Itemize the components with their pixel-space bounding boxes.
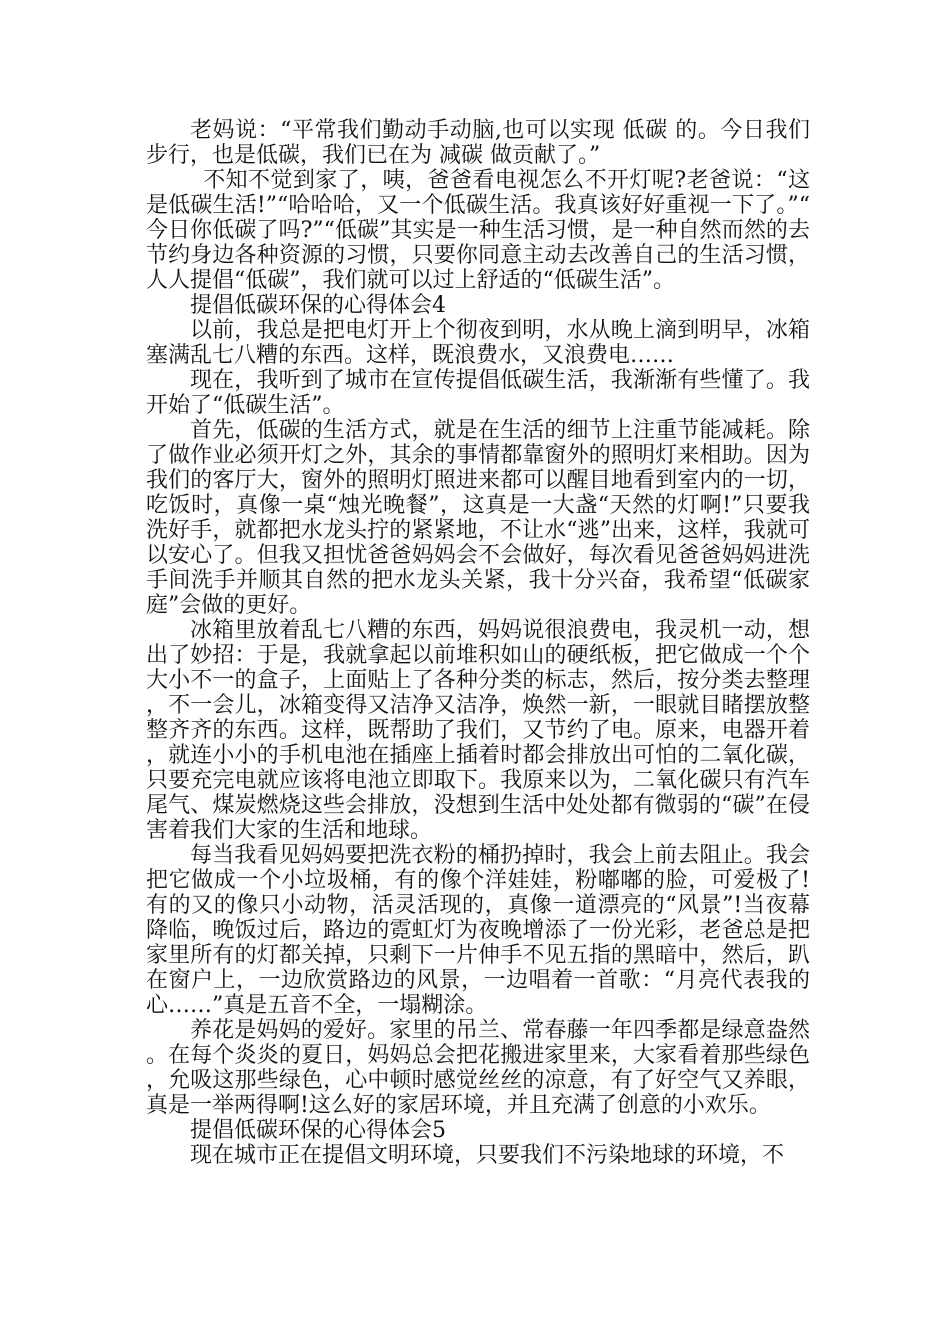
paragraph-dad-tv: 不知不觉到家了，咦，爸爸看电视怎么不开灯呢?老爸说：“这是低碳生活!”“哈哈哈，又一个低碳生活。我真该好好重视一下了。”“今日你低碳了吗?”“低碳”其实是一种生活习惯，是一种自然而然的去节约身边各种资源的习惯，只要你同意主动去改善自己的生活习惯，人人提倡“低碳”，我们就可以过上舒适的“低碳生活”。 bbox=[146, 168, 810, 293]
paragraph-before: 以前，我总是把电灯开上个彻夜到明，水从晚上滴到明早，冰箱塞满乱七八糟的东西。这样，既浪费水，又浪费电…… bbox=[146, 318, 810, 368]
paragraph-civilized-environment: 现在城市正在提倡文明环境，只要我们不污染地球的环境，不 bbox=[190, 1143, 785, 1168]
paragraph-now: 现在，我听到了城市在宣传提倡低碳生活，我渐渐有些懂了。我开始了“低碳生活”。 bbox=[146, 368, 810, 418]
paragraph-fridge: 冰箱里放着乱七八糟的东西，妈妈说很浪费电，我灵机一动，想出了妙招：于是，我就拿起以前堆积如山的硬纸板，把它做成一个个大小不一的盒子，上面贴上了各种分类的标志，然后，按分类去整理，不一会儿，冰箱变得又洁净又洁净，焕然一新，一眼就目睹摆放整整齐齐的东西。这样，既帮助了我们，又节约了电。原来，电器开着，就连小小的手机电池在插座上插着时都会排放出可怕的二氧化碳，只要充完电就应该将电池立即取下。我原来以为，二氧化碳只有汽车尾气、煤炭燃烧这些会排放，没想到生活中处处都有微弱的“碳”在侵害着我们大家的生活和地球。 bbox=[146, 618, 810, 843]
section-heading-4: 提倡低碳环保的心得体会4 bbox=[190, 293, 446, 318]
paragraph-detergent-bucket: 每当我看见妈妈要把洗衣粉的桶扔掉时，我会上前去阻止。我会把它做成一个小垃圾桶，有的像个洋娃娃，粉嘟嘟的脸，可爱极了!有的又的像只小动物，活灵活现的，真像一道漂亮的“风景”!当夜幕降临，晚饭过后，路边的霓虹灯为夜晚增添了一份光彩，老爸总是把家里所有的灯都关掉，只剩下一片伸手不见五指的黑暗中，然后，趴在窗户上，一边欣赏路边的风景，一边唱着一首歌：“月亮代表我的心……”真是五音不全，一塌糊涂。 bbox=[146, 843, 810, 1018]
paragraph-mom-low-carbon: 老妈说：“平常我们勤动手动脑,也可以实现 低碳 的。今日我们步行，也是低碳，我们已在为 减碳 做贡献了。” bbox=[146, 118, 810, 168]
paragraph-flowers: 养花是妈妈的爱好。家里的吊兰、常春藤一年四季都是绿意盎然。在每个炎炎的夏日，妈妈总会把花搬进家里来，大家看着那些绿色，允吸这那些绿色，心中顿时感觉丝丝的凉意，有了好空气又养眼，真是一举两得啊!这么好的家居环境，并且充满了创意的小欢乐。 bbox=[146, 1018, 810, 1118]
paragraph-first: 首先，低碳的生活方式，就是在生活的细节上注重节能减耗。除了做作业必须开灯之外，其余的事情都靠窗外的照明灯来相助。因为我们的客厅大，窗外的照明灯照进来都可以醒目地看到室内的一切，吃饭时，真像一桌“烛光晚餐”，这真是一大盏“天然的灯啊!”只要我洗好手，就都把水龙头拧的紧紧地，不让水“逃”出来，这样，我就可以安心了。但我又担忧爸爸妈妈会不会做好，每次看见爸爸妈妈进洗手间洗手并顺其自然的把水龙头关紧，我十分兴奋，我希望“低碳家庭”会做的更好。 bbox=[146, 418, 810, 618]
section-heading-5: 提倡低碳环保的心得体会5 bbox=[190, 1118, 446, 1143]
document-body bbox=[146, 118, 810, 1168]
